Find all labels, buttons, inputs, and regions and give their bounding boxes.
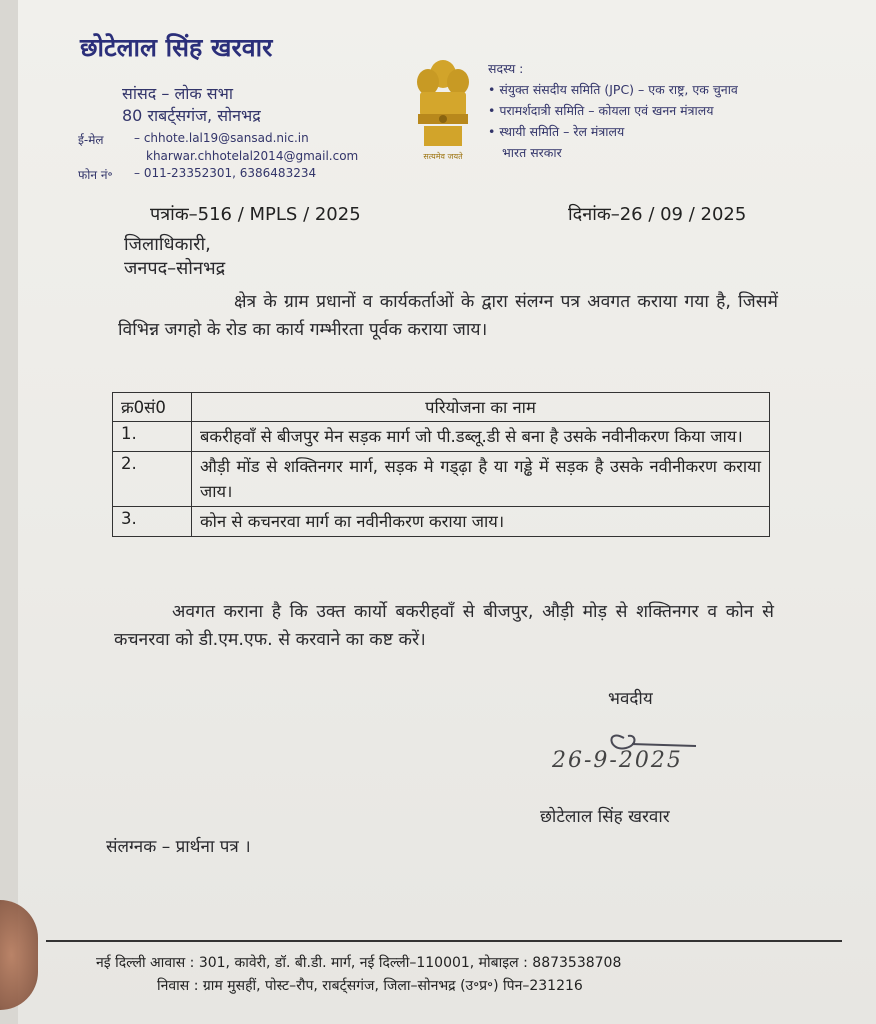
column-header-project: परियोजना का नाम	[192, 393, 770, 422]
body-paragraph-2: अवगत कराना है कि उक्त कार्यो बकरीहवाँ से बीजपुर, औड़ी मोड़ से शक्तिनगर व कोन से कचनरवा को डी.एम.एफ. से करवाने का कष्ट करें।	[114, 602, 774, 650]
signature-date: 26-9-2025	[552, 748, 683, 773]
enclosure-note: संलग्नक – प्रार्थना पत्र ।	[106, 837, 251, 857]
table-header-row	[113, 393, 770, 422]
mp-role: सांसद – लोक सभा	[122, 84, 234, 103]
table-row	[113, 507, 770, 537]
recipient-district: जनपद–सोनभद्र	[124, 258, 226, 279]
recipient-title: जिलाधिकारी,	[124, 234, 211, 255]
membership-item: • संयुक्त संसदीय समिति (JPC) – एक राष्ट्र, एक चुनाव	[488, 82, 738, 97]
email-1: – chhote.lal19@sansad.nic.in	[134, 131, 309, 145]
letter-date: दिनांक–26 / 09 / 2025	[568, 204, 747, 225]
row-project-name: कोन से कचनरवा मार्ग का नवीनीकरण कराया जाय।	[192, 507, 770, 537]
phone-label: फोन नं॰	[78, 168, 113, 182]
signatory-name: छोटेलाल सिंह खरवार	[540, 807, 670, 827]
body-paragraph-1: क्षेत्र के ग्राम प्रधानों व कार्यकर्ताओं के द्वारा संलग्न पत्र अवगत कराया गया है, जिसमें विभिन्न जगहो के रोड का कार्य गम्भीरता पूर्वक कराया जाय।	[118, 292, 778, 340]
projects-table	[112, 392, 770, 537]
row-project-name: बकरीहवाँ से बीजपुर मेन सड़क मार्ग जो पी.डब्लू.डी से बना है उसके नवीनीकरण किया जाय।	[192, 422, 770, 452]
emblem-caption: सत्यमेव जयते	[423, 152, 463, 161]
national-emblem-icon	[410, 52, 476, 164]
column-header-sn: क्र0सं0	[113, 393, 192, 422]
row-project-name: औड़ी मोंड से शक्तिनगर मार्ग, सड़क मे गड्ढ़ा है या गड्ढे में सड़क है उसके नवीनीकरण कराया जाय।	[192, 452, 770, 507]
row-sn: 3.	[113, 507, 192, 537]
row-sn: 2.	[113, 452, 192, 507]
mp-constituency: 80 राबर्ट्सगंज, सोनभद्र	[122, 106, 261, 125]
membership-item: • परामर्शदात्री समिति – कोयला एवं खनन मंत्रालय	[488, 103, 714, 118]
mp-name: छोटेलाल सिंह खरवार	[80, 33, 273, 62]
email-label: ई-मेल	[78, 133, 104, 147]
membership-item: • स्थायी समिति – रेल मंत्रालय	[488, 124, 625, 139]
footer-home-address: निवास : ग्राम मुसहीं, पोस्ट–रौप, राबर्ट्सगंज, जिला–सोनभद्र (उ॰प्र॰) पिन–231216	[157, 978, 583, 994]
membership-title: सदस्य :	[488, 61, 524, 76]
footer-delhi-address: नई दिल्ली आवास : 301, कावेरी, डॉ. बी.डी. मार्ग, नई दिल्ली–110001, मोबाइल : 8873538708	[96, 955, 622, 971]
email-2: kharwar.chhotelal2014@gmail.com	[146, 149, 359, 163]
letter-reference: पत्रांक–516 / MPLS / 2025	[150, 204, 361, 225]
table-row	[113, 452, 770, 507]
phone-numbers: – 011-23352301, 6386483234	[134, 166, 317, 180]
closing-salutation: भवदीय	[608, 689, 653, 709]
table-row	[113, 422, 770, 452]
membership-block	[488, 58, 738, 163]
footer-divider	[46, 940, 842, 942]
govt-label: भारत सरकार	[502, 145, 562, 160]
row-sn: 1.	[113, 422, 192, 452]
